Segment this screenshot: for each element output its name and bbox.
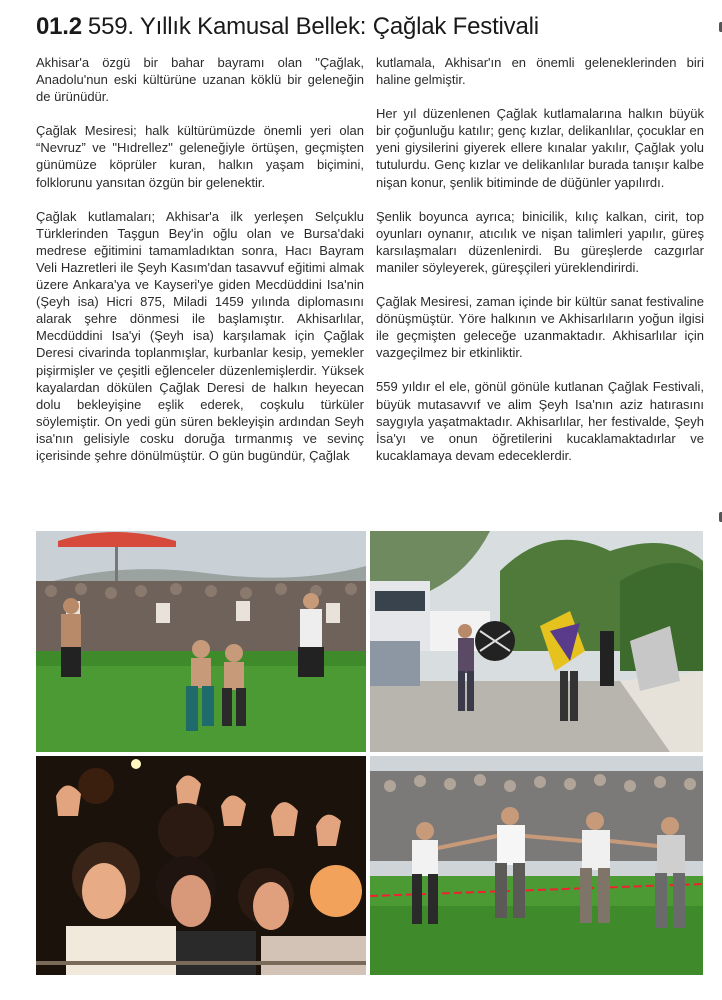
section-title: 559. Yıllık Kamusal Bellek: Çağlak Festivali [87, 13, 539, 40]
folk-dance-photo [370, 756, 703, 975]
section-number: 01.2 [36, 13, 82, 40]
paragraph: Çağlak Mesiresi, zaman içinde bir kültür sanat festivaline dönüşmüştür. Yöre halkının ve Akhisarlıların yoğun ilgisi ile geçmişten geleceğe uzanmaktadır. Akhisarlılar için vazgeçilmez bir etkinliktir. [376, 294, 704, 361]
wrestling-photo [36, 531, 366, 752]
paragraph: Çağlak kutlamaları; Akhisar'a ilk yerleşen Selçuklu Türklerinden Taşgun Bey'in oğlu olan ve Bursa'daki medrese eğitimini tamamladıktan sonra, Hacı Bayram Veli Hazretleri ile Şeyh Kasım'dan tasavvuf eğitimi almak üzere Ankara'ya ve Kayseri'ye giden Mecdüddini Isa'nin (Şeyh isa) Hicri 875, Miladi 1459 yılında diplomasını alarak şehre dönmesi ile başlamıştır. Akhisarlılar, Mecdüddini Isa'yi (Şeyh isa) karşılamak için Çağlak Deresi civarinda toplanmışlar, kurbanlar kesip, yemekler pişirmişler ve çeşitli eğlenceler düzenlemişlerdir. Yüksek kayalardan dökülen Çağlak Deresi de halkın heyecan dolu bekleyişine eşlik ederek, coşkulu türküler söylemiştir. On yedi gün süren bekleyişin ardından Seyh isa'nın gelisiyle cosku doruğa tırmanmış ve sevinç içerisinde şehre dönülmüştür. O gün bugündür, Çağlak [36, 208, 364, 463]
parade-photo [370, 531, 703, 752]
paragraph: kutlamala, Akhisar'ın en önemli geleneklerinden biri haline gelmiştir. [376, 55, 704, 88]
paragraph: 559 yıldır el ele, gönül gönüle kutlanan Çağlak Festivali, büyük mutasavvıf ve alim Şeyh Isa'nın aziz hatırasını saygıyla yaşatmaktadır. Akhisarlılar, her festivalde, Şeyh İsa'yı ve onun öğretilerini kucaklamaktadırlar ve kucaklamaya devam edeceklerdir. [376, 379, 704, 463]
photo-grid [36, 531, 703, 975]
page-title [36, 12, 539, 42]
paragraph: Çağlak Mesiresi; halk kültürümüzde önemli yeri olan “Nevruz” ve "Hıdrellez" geleneğiyle örtüşen, geçmişten günümüze köprüler kuran, halkın yaşam biçimini, folklorunu yansıtan özgün bir gelenektir. [36, 123, 364, 190]
right-text-column [376, 54, 704, 481]
paragraph: Her yıl düzenlenen Çağlak kutlamalarına halkın büyük bir çoğunluğu katılır; genç kızlar, delikanlılar, çocuklar en yeni giysilerini giyerek ellere kınalar yakılır, Çağlak yolu tutulurdu. Genç kızlar ve delikanlılar burada tanışır kalbe nişan konur, şenlik bitiminde de düğünler yapılırdı. [376, 106, 704, 190]
paragraph: Şenlik boyunca ayrıca; binicilik, kılıç kalkan, cirit, top oyunları oynanır, atıcılık ve nişan talimleri yapılır, güreş karsılaşmaları düzenlenirdi. Bu güreşlerde cazgırlar maniler söyleyerek, güreşçileri yüreklendirirdi. [376, 208, 704, 275]
paragraph: Akhisar'a özgü bir bahar bayramı olan "Çağlak, Anadolu'nun eski kültürüne uzanan köklü bir geleneğin de ürünüdür. [36, 55, 364, 105]
left-text-column [36, 54, 364, 481]
concert-crowd-photo [36, 756, 366, 975]
